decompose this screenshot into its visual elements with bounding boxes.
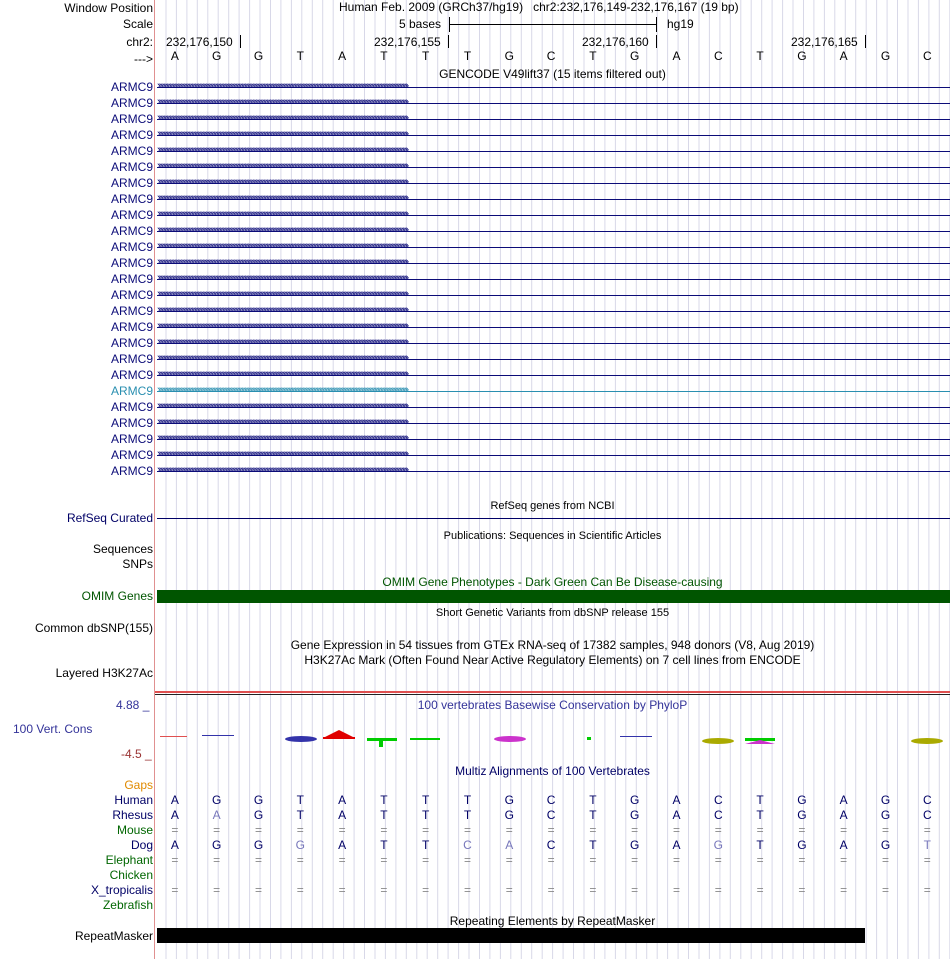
multiz-title: Multiz Alignments of 100 Vertebrates — [455, 764, 650, 778]
window-position-label: Window Position — [64, 1, 153, 15]
multiz-species-label[interactable]: Zebrafish — [102, 898, 153, 912]
gencode-strand-arrows: ›››››››››››››››››››››››››››››››››››››››››››››››››››››››››››››››››››››››››››››››››››››››››››››››››››››››››››››››››››››››››››››››››››››››››››››››››››››››››››››››› — [157, 448, 408, 460]
multiz-base: C — [546, 808, 556, 822]
gencode-strand-arrows: ›››››››››››››››››››››››››››››››››››››››››››››››››››››››››››››››››››››››››››››››››››››››››››››››››››››››››››››››››››››››››››››››››››››››››››››››››››››››››››››››› — [157, 320, 408, 332]
multiz-base: G — [880, 838, 891, 852]
multiz-base: G — [797, 808, 807, 822]
multiz-base: T — [422, 838, 430, 852]
phylop-ymin: -4.5 _ — [121, 747, 152, 761]
multiz-base: A — [170, 808, 179, 822]
multiz-base: = — [422, 853, 430, 867]
multiz-base: G — [797, 793, 807, 807]
gencode-item-label[interactable]: ARMC9 — [110, 256, 153, 270]
multiz-base: A — [839, 838, 848, 852]
gencode-item-label[interactable]: ARMC9 — [110, 336, 153, 350]
multiz-base: T — [923, 838, 931, 852]
gencode-item-label[interactable]: ARMC9 — [110, 128, 153, 142]
multiz-base: = — [547, 883, 555, 897]
multiz-base: T — [589, 793, 597, 807]
h3k27ac-signal-line — [155, 691, 950, 693]
omim-title: OMIM Gene Phenotypes - Dark Green Can Be Disease-causing — [382, 575, 723, 589]
multiz-base: T — [589, 838, 597, 852]
multiz-base: = — [840, 823, 848, 837]
multiz-base: G — [630, 838, 640, 852]
reference-base: G — [504, 49, 514, 63]
multiz-species-label[interactable]: Elephant — [105, 853, 153, 867]
chrom-label: chr2: — [126, 35, 153, 49]
gencode-strand-arrows: ›››››››››››››››››››››››››››››››››››››››››››››››››››››››››››››››››››››››››››››››››››››››››››››››››››››››››››››››››››››››››››››››››››››››››››››››››››››››››››››››› — [157, 96, 408, 108]
multiz-base: = — [798, 883, 806, 897]
multiz-base: T — [422, 808, 430, 822]
multiz-base: A — [170, 838, 179, 852]
gencode-item-label[interactable]: ARMC9 — [110, 416, 153, 430]
multiz-base: = — [923, 853, 931, 867]
multiz-base: A — [212, 808, 221, 822]
multiz-base: A — [338, 793, 347, 807]
multiz-species-label[interactable]: Gaps — [124, 778, 153, 792]
multiz-base: T — [756, 808, 764, 822]
multiz-base: A — [672, 838, 681, 852]
phylop-title: 100 vertebrates Basewise Conservation by PhyloP — [417, 698, 688, 712]
assembly-position-text: Human Feb. 2009 (GRCh37/hg19) chr2:232,176,149-232,176,167 (19 bp) — [339, 0, 739, 14]
omim-feature-bar[interactable] — [157, 590, 950, 603]
gtex-title: Gene Expression in 54 tissues from GTEx RNA-seq of 17382 samples, 948 donors (V8, Aug 2019) — [290, 638, 815, 652]
reference-base: G — [797, 49, 807, 63]
multiz-base: G — [253, 838, 264, 852]
multiz-base: = — [840, 883, 848, 897]
multiz-base: C — [546, 793, 556, 807]
scale-db: hg19 — [667, 17, 694, 31]
multiz-base: = — [881, 853, 889, 867]
gencode-strand-arrows: ›››››››››››››››››››››››››››››››››››››››››››››››››››››››››››››››››››››››››››››››››››››››››››››››››››››››››››››››››››››››››››››››››››››››››››››››››››››››››››››››› — [157, 128, 408, 140]
multiz-base: = — [840, 853, 848, 867]
multiz-base: = — [714, 883, 722, 897]
multiz-base: C — [713, 793, 723, 807]
gencode-item-label[interactable]: ARMC9 — [110, 272, 153, 286]
multiz-base: = — [756, 823, 764, 837]
gencode-strand-arrows: ›››››››››››››››››››››››››››››››››››››››››››››››››››››››››››››››››››››››››››››››››››››››››››››››››››››››››››››››››››››››››››››››››››››››››››››››››››››››››››››››› — [157, 288, 408, 300]
gencode-strand-arrows: ›››››››››››››››››››››››››››››››››››››››››››››››››››››››››››››››››››››››››››››››››››››››››››››››››››››››››››››››››››››››››››››››››››››››››››››››››››››››››››››››› — [157, 272, 408, 284]
reference-base: T — [589, 49, 597, 63]
gencode-strand-arrows: ›››››››››››››››››››››››››››››››››››››››››››››››››››››››››››››››››››››››››››››››››››››››››››››››››››››››››››››››››››››››››››››››››››››››››››››››››››››››››››››››› — [157, 192, 408, 204]
reference-base: G — [253, 49, 264, 63]
multiz-base: = — [254, 883, 262, 897]
sequences-label[interactable]: Sequences — [92, 542, 153, 556]
multiz-base: T — [380, 808, 388, 822]
multiz-base: G — [504, 793, 514, 807]
publications-title: Publications: Sequences in Scientific Articles — [443, 530, 662, 542]
multiz-base: = — [296, 853, 304, 867]
multiz-base: = — [589, 883, 597, 897]
gencode-item-label[interactable]: ARMC9 — [110, 384, 153, 398]
multiz-base: = — [798, 853, 806, 867]
gencode-strand-arrows: ›››››››››››››››››››››››››››››››››››››››››››››››››››››››››››››››››››››››››››››››››››››››››››››››››››››››››››››››››››››››››››››››››››››››››››››››››››››››››››››››› — [157, 400, 408, 412]
snps-label[interactable]: SNPs — [122, 557, 153, 571]
multiz-base: C — [922, 793, 932, 807]
gencode-strand-arrows: ›››››››››››››››››››››››››››››››››››››››››››››››››››››››››››››››››››››››››››››››››››››››››››››››››››››››››››››››››››››››››››››››››››››››››››››››››››››››››››››››› — [157, 208, 408, 220]
gencode-strand-arrows: ›››››››››››››››››››››››››››››››››››››››››››››››››››››››››››››››››››››››››››››››››››››››››››››››››››››››››››››››››››››››››››››››››››››››››››››››››››››››››››››››› — [157, 160, 408, 172]
phylop-label[interactable]: 100 Vert. Cons — [13, 722, 93, 736]
multiz-base: G — [880, 793, 891, 807]
gencode-item-label[interactable]: ARMC9 — [110, 320, 153, 334]
multiz-base: G — [797, 838, 807, 852]
h3k27ac-title: H3K27Ac Mark (Often Found Near Active Regulatory Elements) on 7 cell lines from ENCODE — [304, 653, 801, 667]
multiz-base: = — [756, 883, 764, 897]
position-tick-4 — [865, 35, 866, 48]
multiz-base: A — [672, 793, 681, 807]
reference-base: T — [756, 49, 764, 63]
position-label-4: 232,176,165 — [791, 35, 858, 49]
multiz-species-label[interactable]: X_tropicalis — [90, 883, 153, 897]
repeatmasker-label[interactable]: RepeatMasker — [74, 929, 153, 943]
multiz-base: A — [505, 838, 514, 852]
multiz-base: G — [253, 793, 264, 807]
gencode-strand-arrows: ›››››››››››››››››››››››››››››››››››››››››››››››››››››››››››››››››››››››››››››››››››››››››››››››››››››››››››››››››››››››››››››››››››››››››››››››››››››››››››››››› — [157, 368, 408, 380]
gencode-item-label[interactable]: ARMC9 — [110, 240, 153, 254]
multiz-base: A — [338, 838, 347, 852]
multiz-base: G — [880, 808, 891, 822]
multiz-base: T — [296, 808, 304, 822]
repeatmasker-title: Repeating Elements by RepeatMasker — [449, 914, 656, 928]
gencode-item-label[interactable]: ARMC9 — [110, 288, 153, 302]
gencode-strand-arrows: ›››››››››››››››››››››››››››››››››››››››››››››››››››››››››››››››››››››››››››››››››››››››››››››››››››››››››››››››››››››››››››››››››››››››››››››››››››››››››››››››› — [157, 176, 408, 188]
gencode-strand-arrows: ›››››››››››››››››››››››››››››››››››››››››››››››››››››››››››››››››››››››››››››››››››››››››››››››››››››››››››››››››››››››››››››››››››››››››››››››››››››››››››››››› — [157, 112, 408, 124]
multiz-base: = — [338, 823, 346, 837]
multiz-base: = — [338, 883, 346, 897]
reference-base: T — [296, 49, 304, 63]
multiz-base: A — [338, 808, 347, 822]
reference-base: C — [546, 49, 556, 63]
gencode-item-label[interactable]: ARMC9 — [110, 144, 153, 158]
gencode-item-label[interactable]: ARMC9 — [110, 80, 153, 94]
gencode-item-label[interactable]: ARMC9 — [110, 112, 153, 126]
multiz-base: C — [463, 838, 472, 852]
gencode-item-label[interactable]: ARMC9 — [110, 208, 153, 222]
refseq-label[interactable]: RefSeq Curated — [66, 511, 153, 525]
multiz-base: T — [380, 793, 388, 807]
multiz-base: T — [380, 838, 388, 852]
repeatmasker-bar[interactable] — [157, 928, 865, 943]
dbsnp-title: Short Genetic Variants from dbSNP release 155 — [435, 607, 670, 619]
multiz-base: T — [463, 808, 472, 822]
multiz-base: = — [463, 853, 471, 867]
dbsnp-label[interactable]: Common dbSNP(155) — [34, 621, 153, 635]
gencode-item-label[interactable]: ARMC9 — [110, 464, 153, 478]
multiz-base: = — [589, 823, 597, 837]
reference-base: T — [463, 49, 472, 63]
multiz-base: A — [839, 793, 848, 807]
reference-base: G — [880, 49, 891, 63]
multiz-base: = — [881, 823, 889, 837]
gencode-strand-arrows: ›››››››››››››››››››››››››››››››››››››››››››››››››››››››››››››››››››››››››››››››››››››››››››››››››››››››››››››››››››››››››››››››››››››››››››››››››››››››››››››››› — [157, 416, 408, 428]
multiz-base: = — [463, 823, 471, 837]
multiz-base: C — [713, 808, 723, 822]
gencode-strand-arrows: ›››››››››››››››››››››››››››››››››››››››››››››››››››››››››››››››››››››››››››››››››››››››››››››››››››››››››››››››››››››››››››››››››››››››››››››››››››››››››››››››› — [157, 432, 408, 444]
reference-base: T — [380, 49, 388, 63]
scale-label: Scale — [122, 17, 153, 31]
reference-base: A — [338, 49, 347, 63]
multiz-species-label[interactable]: Human — [114, 793, 153, 807]
gencode-item-label[interactable]: ARMC9 — [110, 192, 153, 206]
multiz-base: T — [463, 793, 472, 807]
scale-bar — [449, 24, 656, 25]
gencode-item-label[interactable]: ARMC9 — [110, 176, 153, 190]
position-label-3: 232,176,160 — [582, 35, 649, 49]
reference-base: A — [672, 49, 681, 63]
multiz-base: = — [296, 823, 304, 837]
multiz-base: A — [839, 808, 848, 822]
gencode-item-label[interactable]: ARMC9 — [110, 224, 153, 238]
multiz-species-label[interactable]: Dog — [130, 838, 153, 852]
multiz-base: A — [170, 793, 179, 807]
gencode-strand-arrows: ›››››››››››››››››››››››››››››››››››››››››››››››››››››››››››››››››››››››››››››››››››››››››››››››››››››››››››››››››››››››››››››››››››››››››››››››››››››››››››››››› — [157, 384, 408, 396]
position-label-1: 232,176,150 — [166, 35, 233, 49]
multiz-base: G — [630, 793, 640, 807]
multiz-base: = — [672, 883, 680, 897]
gencode-title: GENCODE V49lift37 (15 items filtered out) — [439, 67, 666, 81]
gencode-strand-arrows: ›››››››››››››››››››››››››››››››››››››››››››››››››››››››››››››››››››››››››››››››››››››››››››››››››››››››››››››››››››››››››››››››››››››››››››››››››››››››››››››››› — [157, 336, 408, 348]
multiz-base: = — [923, 823, 931, 837]
multiz-base: G — [713, 838, 723, 852]
multiz-base: = — [213, 883, 221, 897]
multiz-base: = — [923, 883, 931, 897]
gencode-strand-arrows: ›››››››››››››››››››››››››››››››››››››››››››››››››››››››››››››››››››››››››››››››››››››››››››››››››››››››››››››››››››››››››››››››››››››››››››››››››››››››››››››››› — [157, 352, 408, 364]
multiz-base: = — [547, 823, 555, 837]
multiz-base: = — [505, 823, 513, 837]
scale-bar-right-tick — [656, 17, 657, 32]
multiz-base: = — [505, 883, 513, 897]
position-tick-2 — [448, 35, 449, 48]
reference-base: G — [212, 49, 222, 63]
multiz-base: = — [631, 853, 639, 867]
gencode-item-label[interactable]: ARMC9 — [110, 448, 153, 462]
multiz-base: = — [589, 853, 597, 867]
reference-base: A — [839, 49, 848, 63]
multiz-base: = — [380, 883, 388, 897]
multiz-base: = — [505, 853, 513, 867]
multiz-base: = — [631, 883, 639, 897]
multiz-base: G — [212, 793, 222, 807]
multiz-base: = — [254, 823, 262, 837]
multiz-base: A — [672, 808, 681, 822]
multiz-base: = — [714, 853, 722, 867]
multiz-base: = — [881, 883, 889, 897]
gencode-item-label[interactable]: ARMC9 — [110, 304, 153, 318]
multiz-base: T — [296, 793, 304, 807]
multiz-base: = — [296, 883, 304, 897]
multiz-base: T — [589, 808, 597, 822]
reference-base: C — [713, 49, 723, 63]
phylop-ymax: 4.88 _ — [116, 698, 150, 712]
multiz-base: T — [756, 793, 764, 807]
gencode-item-label[interactable]: ARMC9 — [110, 432, 153, 446]
multiz-base: = — [213, 853, 221, 867]
gencode-strand-arrows: ›››››››››››››››››››››››››››››››››››››››››››››››››››››››››››››››››››››››››››››››››››››››››››››››››››››››››››››››››››››››››››››››››››››››››››››››››››››››››››››››› — [157, 144, 408, 156]
reference-base: T — [422, 49, 430, 63]
multiz-base: = — [756, 853, 764, 867]
gencode-strand-arrows: ›››››››››››››››››››››››››››››››››››››››››››››››››››››››››››››››››››››››››››››››››››››››››››››››››››››››››››››››››››››››››››››››››››››››››››››››››››››››››››››››› — [157, 80, 408, 92]
multiz-base: = — [338, 853, 346, 867]
multiz-base: G — [253, 808, 264, 822]
reference-base: A — [170, 49, 179, 63]
h3k27ac-baseline — [155, 694, 950, 695]
multiz-base: = — [171, 823, 179, 837]
multiz-species-label[interactable]: Rhesus — [112, 808, 153, 822]
multiz-base: = — [422, 823, 430, 837]
gencode-item-label[interactable]: ARMC9 — [110, 96, 153, 110]
multiz-base: G — [504, 808, 514, 822]
multiz-base: = — [798, 823, 806, 837]
multiz-base: = — [631, 823, 639, 837]
strand-label: ---> — [134, 52, 153, 66]
multiz-base: = — [380, 823, 388, 837]
refseq-title: RefSeq genes from NCBI — [490, 500, 615, 512]
multiz-base: = — [380, 853, 388, 867]
gencode-item-label[interactable]: ARMC9 — [110, 352, 153, 366]
multiz-species-label[interactable]: Chicken — [109, 868, 153, 882]
multiz-base: = — [672, 853, 680, 867]
position-tick-3 — [656, 35, 657, 48]
multiz-base: = — [254, 853, 262, 867]
phylop-logo[interactable] — [155, 722, 950, 750]
gencode-strand-arrows: ›››››››››››››››››››››››››››››››››››››››››››››››››››››››››››››››››››››››››››››››››››››››››››››››››››››››››››››››››››››››››››››››››››››››››››››››››››››››››››››››› — [157, 464, 408, 476]
gencode-item-label[interactable]: ARMC9 — [110, 400, 153, 414]
multiz-base: = — [547, 853, 555, 867]
position-label-2: 232,176,155 — [374, 35, 441, 49]
multiz-base: = — [171, 883, 179, 897]
multiz-base: = — [672, 823, 680, 837]
reference-base: G — [630, 49, 640, 63]
gencode-strand-arrows: ›››››››››››››››››››››››››››››››››››››››››››››››››››››››››››››››››››››››››››››››››››››››››››››››››››››››››››››››››››››››››››››››››››››››››››››››››››››››››››››››› — [157, 224, 408, 236]
multiz-base: T — [422, 793, 430, 807]
h3k27ac-label[interactable]: Layered H3K27Ac — [55, 666, 153, 680]
gencode-strand-arrows: ›››››››››››››››››››››››››››››››››››››››››››››››››››››››››››››››››››››››››››››››››››››››››››››››››››››››››››››››››››››››››››››››››››››››››››››››››››››››››››››››› — [157, 240, 408, 252]
multiz-base: G — [212, 838, 222, 852]
multiz-base: C — [922, 808, 932, 822]
scale-bar-left-tick — [449, 17, 450, 32]
multiz-base: = — [463, 883, 471, 897]
multiz-base: T — [756, 838, 764, 852]
gencode-strand-arrows: ›››››››››››››››››››››››››››››››››››››››››››››››››››››››››››››››››››››››››››››››››››››››››››››››››››››››››››››››››››››››››››››››››››››››››››››››››››››››››››››››› — [157, 304, 408, 316]
gencode-item-label[interactable]: ARMC9 — [110, 160, 153, 174]
omim-label[interactable]: OMIM Genes — [81, 589, 153, 603]
refseq-line[interactable] — [157, 518, 950, 519]
multiz-base: = — [213, 823, 221, 837]
reference-base: C — [922, 49, 932, 63]
multiz-base: G — [295, 838, 305, 852]
multiz-species-label[interactable]: Mouse — [116, 823, 153, 837]
multiz-base: = — [422, 883, 430, 897]
gencode-strand-arrows: ›››››››››››››››››››››››››››››››››››››››››››››››››››››››››››››››››››››››››››››››››››››››››››››››››››››››››››››››››››››››››››››››››››››››››››››››››››››››››››››››› — [157, 256, 408, 268]
gencode-item-label[interactable]: ARMC9 — [110, 368, 153, 382]
multiz-base: G — [630, 808, 640, 822]
multiz-base: C — [546, 838, 556, 852]
position-tick-1 — [240, 35, 241, 48]
scale-text: 5 bases — [399, 17, 442, 31]
multiz-base: = — [714, 823, 722, 837]
multiz-base: = — [171, 853, 179, 867]
